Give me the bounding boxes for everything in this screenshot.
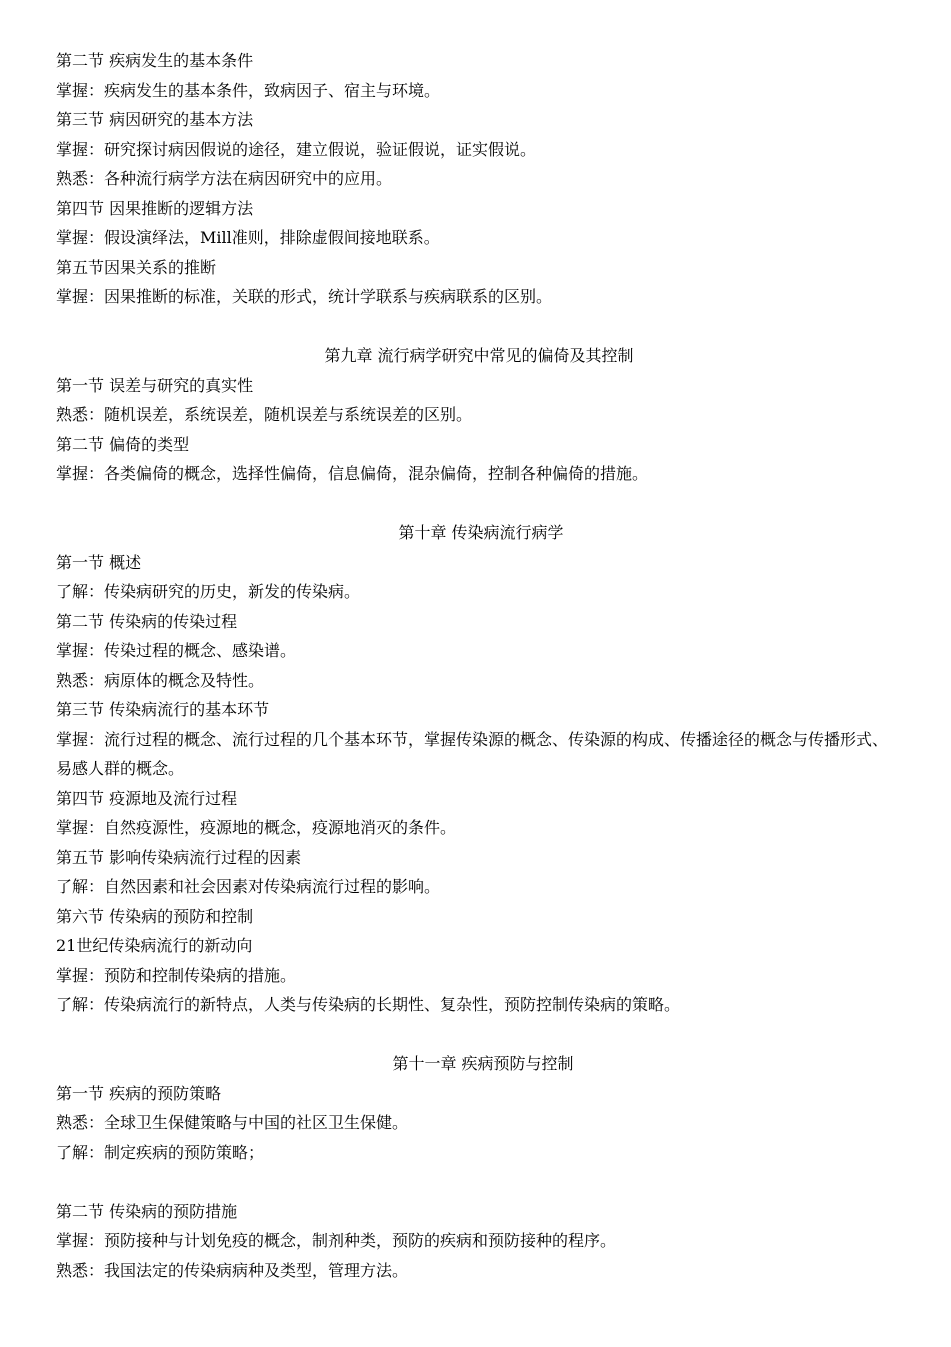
requirement-line: 了解：传染病研究的历史，新发的传染病。 bbox=[56, 582, 361, 601]
section-heading: 第一节 疾病的预防策略 bbox=[56, 1083, 222, 1103]
requirement-line: 熟悉：病原体的概念及特性。 bbox=[56, 670, 265, 690]
chapter-title: 第九章 流行病学研究中常见的偏倚及其控制 bbox=[324, 346, 634, 365]
section-heading: 第六节 传染病的预防和控制 bbox=[56, 906, 254, 926]
requirement-line: 掌握：预防接种与计划免疫的概念，制剂种类，预防的疾病和预防接种的程序。 bbox=[56, 1231, 617, 1250]
spacer bbox=[56, 312, 896, 342]
section-heading: 第四节 疫源地及流行过程 bbox=[56, 788, 238, 808]
requirement-line: 掌握：因果推断的标准，关联的形式，统计学联系与疾病联系的区别。 bbox=[56, 287, 553, 306]
section-heading: 21世纪传染病流行的新动向 bbox=[56, 936, 253, 955]
requirement-line: 熟悉：全球卫生保健策略与中国的社区卫生保健。 bbox=[56, 1113, 409, 1132]
requirement-line: 了解：自然因素和社会因素对传染病流行过程的影响。 bbox=[56, 877, 441, 896]
requirement-line: 掌握：预防和控制传染病的措施。 bbox=[56, 965, 297, 985]
requirement-line: 熟悉：各种流行病学方法在病因研究中的应用。 bbox=[56, 169, 393, 188]
section-heading: 第一节 误差与研究的真实性 bbox=[56, 375, 254, 395]
requirement-line: 掌握：流行过程的概念、流行过程的几个基本环节，掌握传染源的概念、传染源的构成、传播途径的概念与传播形式、易感人群的概念。 bbox=[56, 729, 889, 778]
section-heading: 第二节 疾病发生的基本条件 bbox=[56, 51, 254, 70]
requirement-line: 掌握：研究探讨病因假说的途径，建立假说，验证假说，证实假说。 bbox=[56, 139, 537, 159]
requirement-line: 熟悉：随机误差，系统误差，随机误差与系统误差的区别。 bbox=[56, 405, 473, 424]
section-heading: 第二节 传染病的传染过程 bbox=[56, 611, 238, 631]
section-heading: 第二节 偏倚的类型 bbox=[56, 434, 190, 454]
requirement-line: 掌握：传染过程的概念、感染谱。 bbox=[56, 641, 297, 660]
section-heading: 第五节 影响传染病流行过程的因素 bbox=[56, 847, 302, 867]
section-heading: 第三节 病因研究的基本方法 bbox=[56, 110, 254, 129]
section-heading: 第四节 因果推断的逻辑方法 bbox=[56, 198, 254, 218]
requirement-line: 掌握：各类偏倚的概念，选择性偏倚，信息偏倚，混杂偏倚，控制各种偏倚的措施。 bbox=[56, 464, 649, 483]
chapter-title: 第十章 传染病流行病学 bbox=[398, 523, 564, 542]
spacer bbox=[56, 1020, 896, 1050]
section-heading: 第二节 传染病的预防措施 bbox=[56, 1201, 238, 1221]
section-heading: 第一节 概述 bbox=[56, 552, 142, 572]
requirement-line: 了解：传染病流行的新特点，人类与传染病的长期性、复杂性，预防控制传染病的策略。 bbox=[56, 995, 681, 1014]
spacer bbox=[56, 1167, 896, 1197]
requirement-line: 掌握：自然疫源性，疫源地的概念，疫源地消灭的条件。 bbox=[56, 818, 457, 837]
document-content bbox=[56, 46, 896, 1285]
spacer bbox=[56, 489, 896, 519]
section-heading: 第三节 传染病流行的基本环节 bbox=[56, 700, 270, 719]
chapter-title: 第十一章 疾病预防与控制 bbox=[392, 1054, 574, 1073]
requirement-line: 熟悉：我国法定的传染病病种及类型，管理方法。 bbox=[56, 1260, 409, 1280]
requirement-line: 了解：制定疾病的预防策略； bbox=[56, 1142, 265, 1162]
section-heading: 第五节因果关系的推断 bbox=[56, 257, 217, 277]
requirement-line: 掌握：假设演绎法，Mill准则，排除虚假间接地联系。 bbox=[56, 228, 440, 247]
requirement-line: 掌握：疾病发生的基本条件，致病因子、宿主与环境。 bbox=[56, 80, 441, 100]
